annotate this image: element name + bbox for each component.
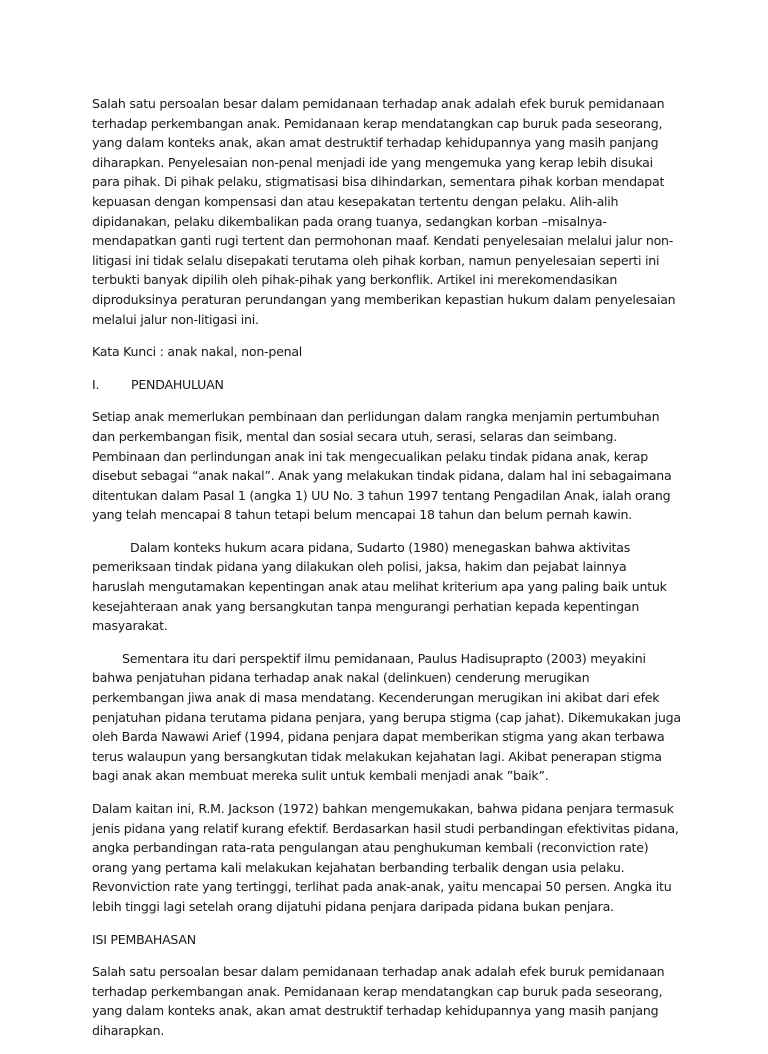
body-paragraph: Setiap anak memerlukan pembinaan dan perlidungan dalam rangka menjamin pertumbuhan dan perkembangan fisik, mental dan sosial secara utuh, serasi, selaras dan seimbang. Pembinaan dan perlindungan anak ini tak mengecualikan pelaku tindak pidana anak, kerap disebut sebagai “anak nakal”. Anak yang melakukan tindak pidana, dalam hal ini sebagaimana ditentukan dalam Pasal 1 (angka 1) UU No. 3 tahun 1997 tentang Pengadilan Anak, ialah orang yang telah mencapai 8 tahun tetapi belum mencapai 18 tahun dan belum pernah kawin. — [92, 409, 672, 523]
body-paragraph: Salah satu persoalan besar dalam pemidanaan terhadap anak adalah efek buruk pemidanaan terhadap perkembangan anak. Pemidanaan kerap mendatangkan cap buruk pada seseorang, yang dalam konteks anak, akan amat destruktif terhadap kehidupannya yang masih panjang diharapkan. — [92, 964, 665, 1038]
abstract-paragraph: Salah satu persoalan besar dalam pemidanaan terhadap anak adalah efek buruk pemidanaan terhadap perkembangan anak. Pemidanaan kerap mendatangkan cap buruk pada seseorang, yang dalam konteks anak, akan amat destruktif terhadap kehidupannya yang masih panjang diharapkan. Penyelesaian non-penal menjadi ide yang mengemuka yang kerap lebih disukai para pihak. Di pihak pelaku, stigmatisasi bisa dihindarkan, sementara pihak korban mendapat kepuasan dengan kompensasi dan atau kesepakatan tertentu dengan pelaku. Alih-alih dipidanakan, pelaku dikembalikan pada orang tuanya, sedangkan korban –misalnya-mendapatkan ganti rugi tertent dan permohonan maaf. Kendati penyelesaian melalui jalur non-litigasi ini tidak selalu disepakati terutama oleh pihak korban, namun penyelesaian seperti ini terbukti banyak dipilih oleh pihak-pihak yang berkonflik. Artikel ini merekomendasikan diproduksinya peraturan perundangan yang memberikan kepastian hukum dalam penyelesaian melalui jalur non-litigasi ini. — [92, 96, 676, 327]
keywords-line: Kata Kunci : anak nakal, non-penal — [92, 344, 303, 360]
document-page — [92, 94, 682, 1054]
section-heading-discussion: ISI PEMBAHASAN — [92, 931, 196, 947]
section-heading-introduction — [92, 375, 682, 395]
body-paragraph: Dalam konteks hukum acara pidana, Sudarto (1980) menegaskan bahwa aktivitas pemeriksaan tindak pidana yang dilakukan oleh polisi, jaksa, hakim dan pejabat lainnya haruslah mengutamakan kepentingan anak atau melihat kriterium apa yang paling baik untuk kesejahteraan anak yang bersangkutan tanpa mengurangi perhatian kepada kepentingan masyarakat. — [92, 539, 667, 634]
section-title: PENDAHULUAN — [131, 376, 224, 392]
body-paragraph: Sementara itu dari perspektif ilmu pemidanaan, Paulus Hadisuprapto (2003) meyakini bahwa penjatuhan pidana terhadap anak nakal (delinkuen) cenderung merugikan perkembangan jiwa anak di masa mendatang. Kecenderungan merugikan ini akibat dari efek penjatuhan pidana terutama pidana penjara, yang berupa stigma (cap jahat). Dikemukakan juga oleh Barda Nawawi Arief (1994, pidana penjara dapat memberikan stigma yang akan terbawa terus walaupun yang bersangkutan tidak melakukan kejahatan lagi. Akibat penerapan stigma bagi anak akan membuat mereka sulit untuk kembali menjadi anak ”baik”. — [92, 650, 681, 784]
body-paragraph: Dalam kaitan ini, R.M. Jackson (1972) bahkan mengemukakan, bahwa pidana penjara termasuk jenis pidana yang relatif kurang efektif. Berdasarkan hasil studi perbandingan efektivitas pidana, angka perbandingan rata-rata pengulangan atau penghukuman kembali (reconviction rate) orang yang pertama kali melakukan kejahatan berbanding terbalik dengan usia pelaku. Revonviction rate yang tertinggi, terlihat pada anak-anak, yaitu mencapai 50 persen. Angka itu lebih tinggi lagi setelah orang dijatuhi pidana penjara daripada pidana bukan penjara. — [92, 801, 679, 914]
section-number: I. — [92, 376, 100, 392]
